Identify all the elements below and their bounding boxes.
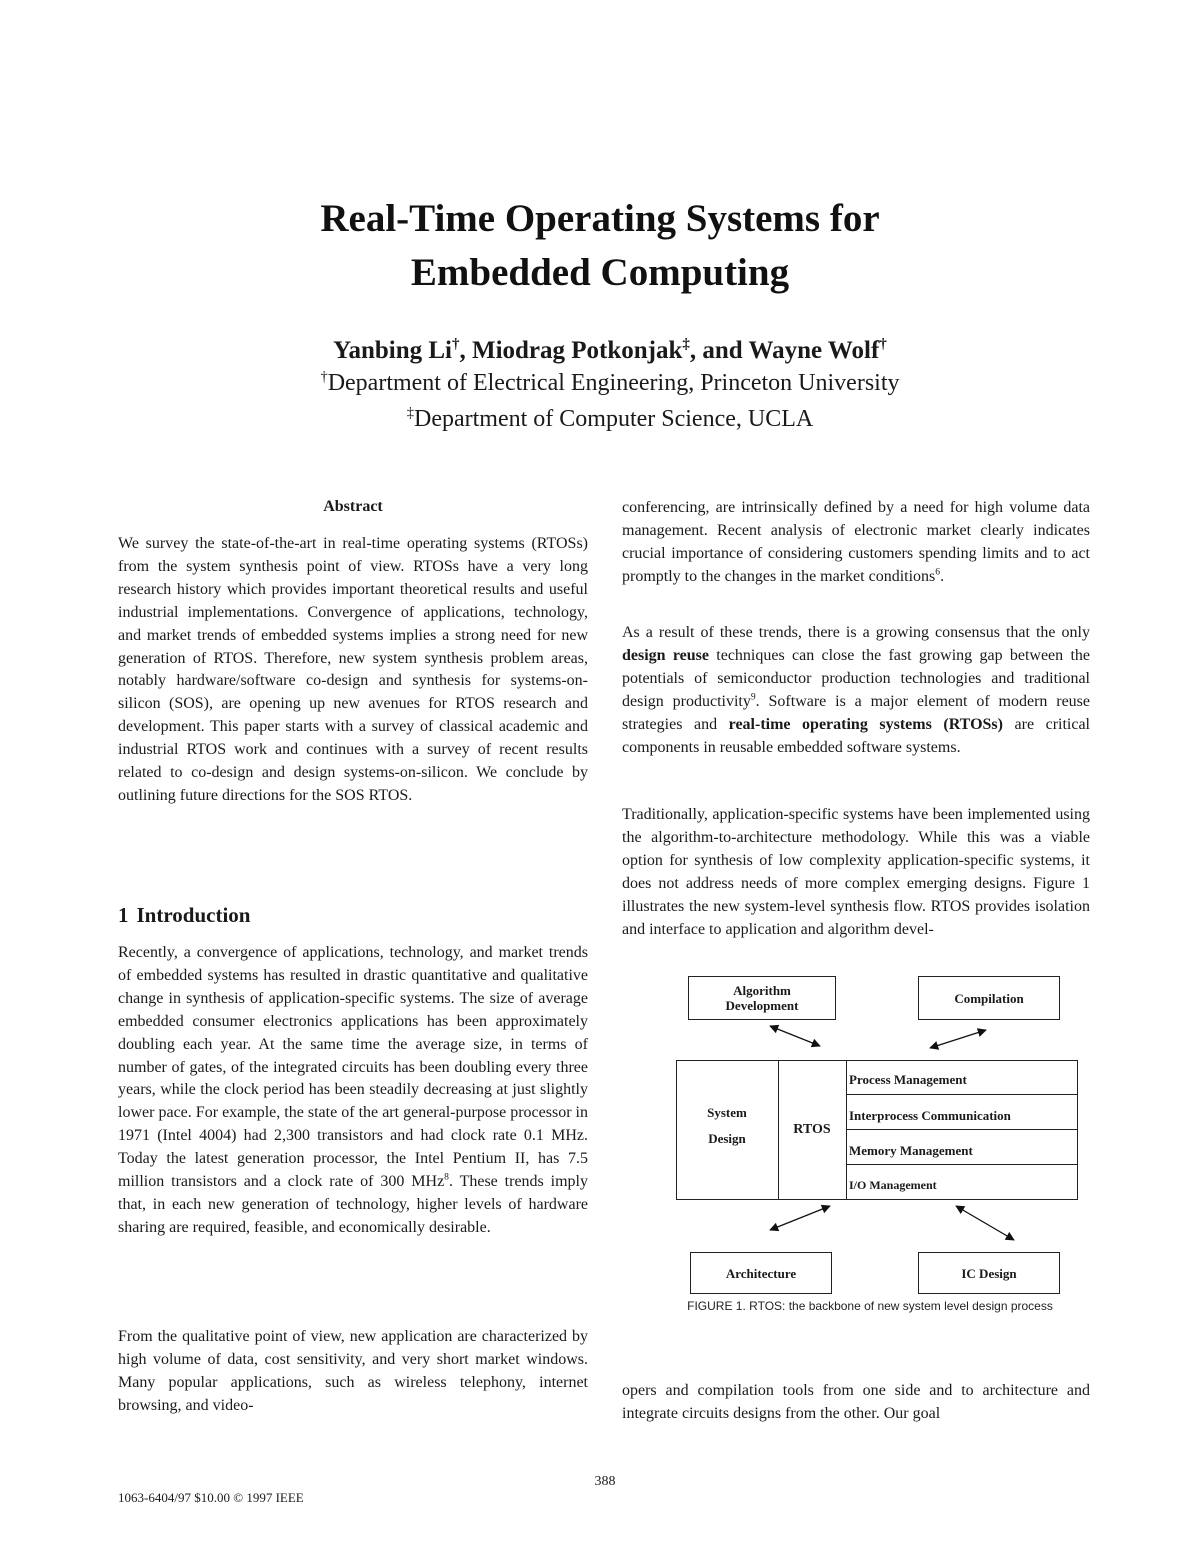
right-paragraph-4 <box>622 1380 1090 1426</box>
affiliation-2 <box>0 404 1200 434</box>
abstract-heading: Abstract <box>323 498 383 515</box>
citation-ref: 9 <box>750 691 756 703</box>
title-line-2: Embedded Computing <box>410 251 790 294</box>
paragraph-text: techniques can close the fast growing gap between the potentials of semiconductor production technologies and traditional design productivity <box>622 646 1090 710</box>
service-label: I/O Management <box>849 1178 937 1192</box>
box-label: RTOS <box>793 1122 831 1137</box>
service-interprocess-communication <box>847 1095 1078 1130</box>
service-memory-management <box>847 1130 1078 1165</box>
service-process-management <box>847 1060 1078 1095</box>
abstract-body <box>118 533 588 808</box>
paragraph-text: From the qualitative point of view, new application are characterized by high volume of data, cost sensitivity, and very short market windows. Many popular applications, such as wireless telephony, internet browsing, and video- <box>118 1328 588 1414</box>
arrow-icon <box>770 1026 820 1046</box>
affiliation-mark: ‡ <box>682 336 690 353</box>
intro-paragraph-2 <box>118 1326 588 1418</box>
service-label: Interprocess Communication <box>849 1108 1011 1123</box>
box-label: System <box>707 1105 747 1120</box>
box-label: Compilation <box>954 990 1024 1006</box>
arrow-icon <box>930 1030 986 1048</box>
paragraph-text: conferencing, are intrinsically defined by a need for high volume data management. Recent analysis of electronic market clearly indicates crucial importance of considering customers spending limits and to act promptly to the changes in the market conditions <box>622 499 1090 585</box>
copyright-footer: 1063-6404/97 $10.00 © 1997 IEEE <box>118 1490 304 1505</box>
box-label: Architecture <box>725 1265 797 1281</box>
author-list: Yanbing Li†, Miodrag Potkonjak‡, and Wayne Wolf† <box>333 336 887 364</box>
paragraph-text: . <box>940 567 945 585</box>
paragraph-text: Traditionally, application-specific systems have been implemented using the algorithm-to-architecture methodology. While this was a viable option for synthesis of low complexity application-specific systems, it does not address needs of more complex emerging designs. Figure 1 illustrates the new system-level synthesis flow. RTOS provides isolation and interface to application and algorithm devel- <box>622 806 1090 938</box>
paragraph-text: opers and compilation tools from one side and to architecture and integrate circuits designs from the other. Our goal <box>622 1382 1090 1422</box>
author-name: Yanbing Li <box>333 337 452 364</box>
author-name: and Wayne Wolf <box>702 337 880 364</box>
page-number: 388 <box>594 1474 616 1489</box>
paragraph-text: Recently, a convergence of applications, technology, and market trends of embedded systems has resulted in drastic quantitative and qualitative change in synthesis of application-specific systems. The size of average embedded consumer electronics applications has been approximately doubling each year. At the same time the average size, in terms of number of gates, of the integrated circuits has been doubling every three years, while the clock period has been steadily decreasing at just slightly lower pace. For example, the state of the art general-purpose processor in 1971 (Intel 4004) had 2,300 transistors and had clock rate 0.1 MHz. Today the latest generation processor, the Intel Pentium II, has 7.5 million transistors and a clock rate of 300 MHz <box>118 944 588 1191</box>
paragraph-text: . Software is a major element of modern reuse strategies and <box>622 692 1091 733</box>
paragraph-text: . These trends imply that, in each new generation of technology, higher levels of hardware sharing are required, feasible, and economically desirable. <box>118 1173 588 1236</box>
affiliation-1 <box>0 368 1200 398</box>
figure-caption: FIGURE 1. RTOS: the backbone of new system level design process <box>687 1299 1053 1313</box>
arrow-icon <box>956 1206 1014 1240</box>
figure-1 <box>660 968 1090 1298</box>
intro-paragraph-1 <box>118 942 588 1240</box>
system-design-label <box>676 1100 778 1152</box>
author-name: Miodrag Potkonjak <box>471 337 683 364</box>
affiliation-text: Department of Computer Science, UCLA <box>413 406 814 432</box>
box-label: IC Design <box>961 1265 1017 1281</box>
paper-title <box>0 192 1200 300</box>
service-io-management <box>847 1165 1078 1200</box>
service-label: Process Management <box>849 1072 967 1087</box>
ic-design-box <box>918 1252 1060 1294</box>
emphasis-term: real-time operating systems (RTOSs) <box>728 715 1003 733</box>
right-paragraph-2 <box>622 622 1090 759</box>
box-label: Development <box>725 998 799 1013</box>
right-paragraph-3 <box>622 804 1090 941</box>
abstract-text: We survey the state-of-the-art in real-time operating systems (RTOSs) from the system synthesis point of view. RTOSs have a very long research history which provides important theoretical results and useful industrial implementations. Convergence of applications, technology, and market trends of embedded systems implies a strong need for new generation of RTOS. Therefore, new system synthesis problem areas, notably hardware/software co-design and synthesis for systems-on-silicon (SOS), are opening up new avenues for RTOS research and development. This paper starts with a survey of classical academic and industrial RTOS work and continues with a survey of recent results related to co-design and design systems-on-silicon. We conclude by outlining future directions for the SOS RTOS. <box>118 535 588 804</box>
paragraph-text: As a result of these trends, there is a growing consensus that the only <box>622 624 1090 641</box>
service-label: Memory Management <box>849 1143 973 1158</box>
box-label: Algorithm <box>733 983 791 998</box>
affiliation-text: Department of Electrical Engineering, Princeton University <box>327 370 900 396</box>
architecture-box <box>690 1252 832 1294</box>
section-title: Introduction <box>136 903 251 927</box>
affiliation-mark: † <box>451 336 460 353</box>
title-line-1: Real-Time Operating Systems for <box>320 197 880 240</box>
citation-ref: 6 <box>935 566 941 578</box>
rtos-label <box>778 1060 846 1200</box>
paragraph-text: are critical components in reusable embedded software systems. <box>622 715 1091 756</box>
arrow-icon <box>770 1206 830 1230</box>
citation-ref: 8 <box>444 1171 449 1183</box>
section-heading-introduction <box>118 903 250 928</box>
box-label: Design <box>708 1131 746 1146</box>
emphasis-term: design reuse <box>622 646 709 664</box>
affiliation-mark: † <box>879 336 887 353</box>
right-paragraph-1 <box>622 497 1090 589</box>
affiliation-mark: † <box>320 369 328 385</box>
section-number: 1 <box>118 903 129 927</box>
affiliation-mark: ‡ <box>406 405 414 421</box>
